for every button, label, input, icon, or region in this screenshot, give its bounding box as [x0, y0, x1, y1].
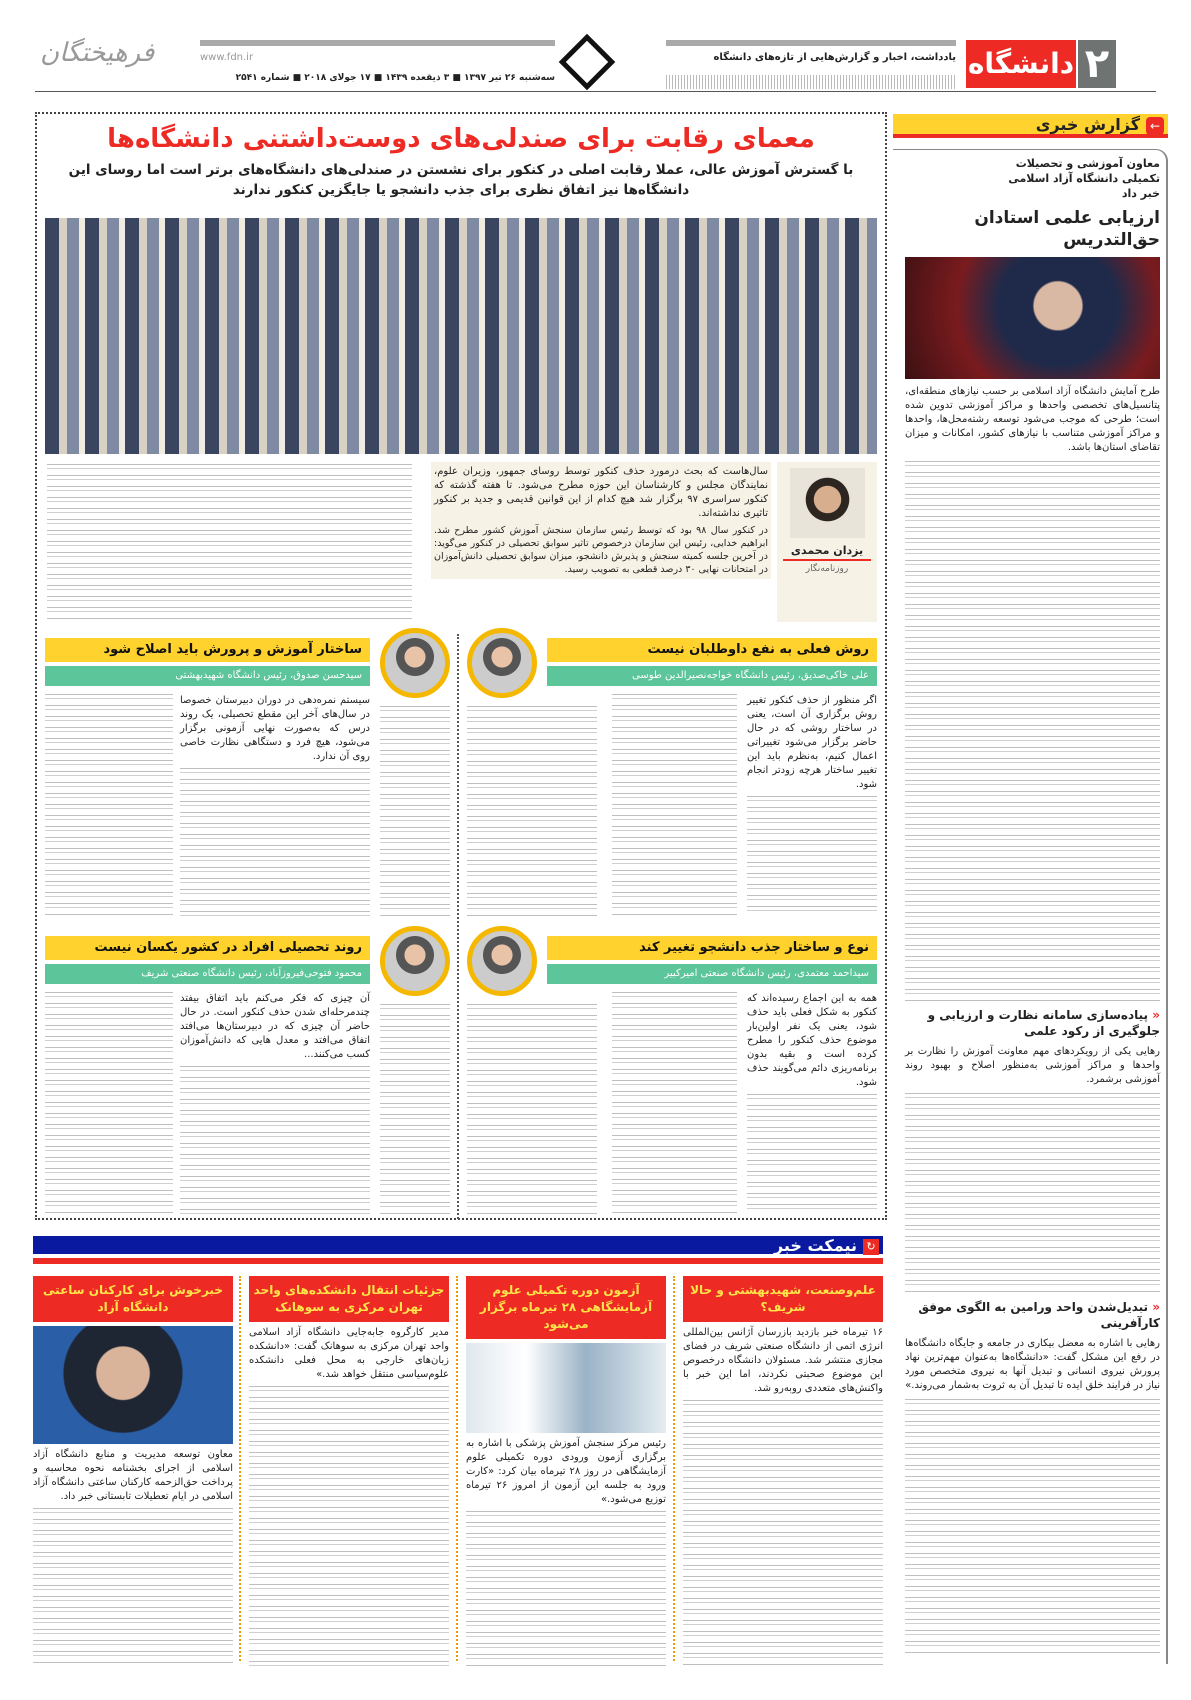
- subhead-1: « پیاده‌سازی سامانه نظارت و ارزیابی و جلوگیری از رکود علمی: [927, 1008, 1160, 1038]
- text-column: [45, 992, 173, 1214]
- news-title: جزئیات انتقال دانشکده‌های واحد تهران مرکزی به سوهانک: [249, 1276, 449, 1322]
- author-box: [777, 462, 877, 622]
- intro-block: [431, 462, 771, 579]
- interview-title: ساختار آموزش و پرورش باید اصلاح شود: [45, 638, 370, 662]
- text-lines: [180, 768, 370, 916]
- headline: معمای رقابت برای صندلی‌های دوست‌داشتنی دانشگاه‌ها: [107, 124, 815, 154]
- interview-3: [467, 924, 877, 1214]
- author-role: روزنامه‌نگار: [805, 564, 849, 574]
- news-body: ۱۶ تیرماه خبر بازدید بازرسان آژانس بین‌المللی انرژی اتمی از دانشگاه صنعتی شریف در فضای مجازی منتشر شد. مسئولان دانشگاه درخصوص این موضوع صحبتی نکردند، اما این خبر با واکنش‌های متعددی روبه‌رو شد.: [683, 1327, 883, 1394]
- interview-body: اگر منظور از حذف کنکور تغییر روش برگزاری آن است، یعنی در ساختار روشی که در حال حاضر برگزار می‌شود تغییراتی اعمال کنیم، به‌نظرم باید این تغییر ساختار هرچه زودتر انجام شود.: [747, 695, 877, 790]
- refresh-icon: ↻: [863, 1239, 879, 1255]
- interviewee-photo: [380, 628, 450, 698]
- subhead-2: « تبدیل‌شدن واحد ورامین به الگوی موفق کارآفرینی: [918, 1300, 1160, 1330]
- date-line: سه‌شنبه ۲۶ تیر ۱۳۹۷ ■ ۳ ذیقعده ۱۴۳۹ ■ ۱۷ جولای ۲۰۱۸ ■ شماره ۲۵۴۱: [235, 73, 555, 83]
- interview-body: همه به این اجماع رسیده‌اند که کنکور به شکل فعلی باید حذف شود، یعنی یک نفر اولین‌بار موضوع حذف کنکور را مطرح کرده است و بقیه بدون برنامه‌ریزی دائم می‌گویند حذف شود.: [747, 993, 877, 1088]
- sidebar-body-3: رهایی با اشاره به معضل بیکاری در جامعه و جایگاه دانشگاه‌ها در رفع این مشکل گفت: «دانشگاه‌ها به‌عنوان مهم‌ترین نهاد پرورش نیروی انسانی و تبدیل آنها به نیروی متخصص مورد نیاز در فرایند خلق ایده تا تبدیل آن به ثروت به‌شمار می‌روند.»: [905, 1338, 1160, 1391]
- double-chevron-icon: «: [1152, 1008, 1160, 1022]
- section-label: گزارش خبری: [1035, 115, 1140, 134]
- text-column: [45, 694, 173, 916]
- text-lines: [747, 796, 877, 916]
- intro-text: سال‌هاست که بحث درمورد حذف کنکور توسط روسای جمهور، وزیران علوم، نمایندگان مجلس و کارشناسان این حوزه مطرح می‌شود. تا هفته گذشته که کنکور سراسری ۹۷ برگزار شد هیچ کدام از این قوانین قدیمی و جدید بر کنکور تاثیری نداشته‌اند.: [434, 466, 769, 519]
- text-column: [905, 1093, 1160, 1293]
- rule: [200, 40, 555, 46]
- interview-1: [467, 626, 877, 916]
- rule: [35, 91, 1156, 92]
- news-title: آزمون دوره تکمیلی علوم آزمایشگاهی ۲۸ تیرماه برگزار می‌شود: [466, 1276, 666, 1339]
- section-label: نیمکت خبر: [773, 1236, 857, 1255]
- interview-2: [45, 626, 450, 916]
- logo-emblem: [559, 34, 616, 91]
- speaker-photo: [905, 257, 1160, 379]
- news-bench-section: [33, 1236, 883, 1666]
- text-column: [380, 1004, 450, 1214]
- kicker: معاون آموزشی و تحصیلات تکمیلی دانشگاه آزاد اسلامی خبر داد: [1008, 157, 1160, 200]
- section-header: [893, 114, 1168, 138]
- news-body: معاون توسعه مدیریت و منابع دانشگاه آزاد اسلامی از اجرای بخشنامه نحوه محاسبه و پرداخت حق‌الزحمه کارکنان ساعتی دانشگاه آزاد اسلامی در ایام تعطیلات تابستانی خبر داد.: [33, 1449, 233, 1502]
- interviewee-photo: [467, 926, 537, 996]
- interviewee: سیداحمد معتمدی، رئیس دانشگاه صنعتی امیرکبیر: [547, 964, 877, 984]
- main-article: [35, 112, 887, 1220]
- interviewee: محمود فتوحی‌فیروزآباد، رئیس دانشگاه صنعتی شریف: [45, 964, 370, 984]
- text-column: [249, 1386, 449, 1666]
- text-column: [683, 1400, 883, 1666]
- author-name: یزدان محمدی: [783, 544, 871, 561]
- interview-title: نوع و ساختار جذب دانشجو تغییر کند: [547, 936, 877, 960]
- sidebar-headline: ارزیابی علمی استادان حق‌التدریس: [974, 208, 1160, 250]
- section-title: دانشگاه: [966, 40, 1076, 88]
- text-column: [467, 706, 597, 916]
- interview-4: [45, 924, 450, 1214]
- text-column: [180, 992, 370, 1214]
- divider: [239, 1276, 241, 1661]
- arrow-circle-icon: ←: [1146, 117, 1164, 135]
- text-column: [612, 992, 737, 1214]
- news-body: مدیر کارگروه جابه‌جایی دانشگاه آزاد اسلامی واحد تهران مرکزی به سوهانک گفت: «دانشکده زبان‌های خارجی به محل فعلی دانشکده علوم‌سیاسی منتقل خواهد شد.»: [249, 1327, 449, 1380]
- news-report-sidebar: [893, 114, 1168, 1664]
- interview-body: آن چیزی که فکر می‌کنم باید اتفاق بیفتد چندمرحله‌ای شدن حذف کنکور است. در حال حاضر آن چیزی که در دبیرستان‌ها می‌افتد اتفاق می‌افتد و معدل هایی که دانش‌آموزان کسب می‌کنند...: [180, 993, 370, 1060]
- divider: [456, 1276, 458, 1661]
- text-lines: [180, 1066, 370, 1214]
- website: www.fdn.ir: [200, 52, 254, 63]
- newspaper-logo: فرهیختگان: [40, 38, 155, 68]
- tagline: یادداشت، اخبار و گزارش‌هایی از تازه‌های دانشگاه: [713, 52, 956, 63]
- text-column: [466, 1511, 666, 1666]
- news-title: خبرخوش برای کارکنان ساعتی دانشگاه آزاد: [33, 1276, 233, 1322]
- author-photo: [790, 468, 865, 538]
- interviewee-photo: [467, 628, 537, 698]
- news-item-1: [683, 1276, 883, 1666]
- interviewee-photo: [380, 926, 450, 996]
- news-item-4: [33, 1276, 233, 1666]
- sidebar-body-1: طرح آمایش دانشگاه آزاد اسلامی بر حسب نیازهای منطقه‌ای، پتانسیل‌های تخصصی واحدها و مراکز آموزشی تدوین شده است؛ طرحی که موجب می‌شود توسعه رشته‌محل‌ها، واحدها و مراکز آموزشی متناسب با نیازهای کشور، امکانات و میزان تقاضای استان‌ها باشد.: [905, 386, 1160, 453]
- divider: [457, 634, 459, 1219]
- text-column: [612, 694, 737, 916]
- section-header: [33, 1236, 883, 1258]
- news-item-2: [466, 1276, 666, 1666]
- news-title: علم‌وصنعت، شهیدبهشتی و حالا شریف؟: [683, 1276, 883, 1322]
- rule: [666, 40, 956, 46]
- intro-text-2: در کنکور سال ۹۸ بود که توسط رئیس سازمان سنجش آموزش کشور مطرح شد. ابراهیم خدایی، رئیس این سازمان درخصوص تاثیر سوابق تحصیلی در کنکور می‌گوید: در آخرین جلسه کمیته سنجش و پذیرش دانشجو، میزان سوابق تحصیلی دانش‌آموزان در امتحانات نهایی ۳۰ درصد قطعی به تصویب رسید.: [434, 525, 769, 575]
- page-number: ۲: [1078, 40, 1116, 88]
- official-photo: [33, 1326, 233, 1444]
- sidebar-body-2: رهایی یکی از رویکردهای مهم معاونت آموزش را نظارت بر واحدها و مراکز آموزشی به‌منظور اصلاح و بهبود روند آموزشی برشمرد.: [905, 1046, 1160, 1085]
- masthead: [0, 30, 1191, 108]
- double-chevron-icon: «: [1152, 1300, 1160, 1314]
- rule: [666, 75, 956, 89]
- sidebar-content: [905, 156, 1160, 1656]
- text-column: [380, 706, 450, 916]
- article-columns: [47, 464, 412, 619]
- text-column: [905, 461, 1160, 1001]
- text-column: [180, 694, 370, 916]
- text-column: [905, 1399, 1160, 1656]
- text-column: [33, 1508, 233, 1666]
- exam-hall-photo: [45, 218, 877, 454]
- interviewee: سیدحسن صدوق، رئیس دانشگاه شهیدبهشتی: [45, 666, 370, 686]
- interview-body: سیستم نمره‌دهی در دوران دبیرستان خصوصا در سال‌های آخر این مقطع تحصیلی، یک روند درس که به‌صورت نهایی آزمونی برگزار می‌شود، هیچ فرد و دستگاهی نظارت خاصی روی آن ندارد.: [180, 695, 370, 762]
- interviewee: علی خاکی‌صدیق، رئیس دانشگاه خواجه‌نصیرالدین طوسی: [547, 666, 877, 686]
- news-item-3: [249, 1276, 449, 1666]
- text-column: [467, 1004, 597, 1214]
- interview-title: روند تحصیلی افراد در کشور یکسان نیست: [45, 936, 370, 960]
- lab-photo: [466, 1343, 666, 1433]
- deck: با گسترش آموزش عالی، عملا رقابت اصلی در کنکور برای نشستن در صندلی‌های دانشگاه‌های برتر است اما روسای این دانشگاه‌ها نیز اتفاق نظری برای جذب دانشجو یا جایگزین کنکور ندارند: [68, 162, 854, 198]
- interview-title: روش فعلی به نفع داوطلبان نیست: [547, 638, 877, 662]
- text-lines: [747, 1094, 877, 1214]
- divider: [673, 1276, 675, 1661]
- news-body: رئیس مرکز سنجش آموزش پزشکی با اشاره به برگزاری آزمون ورودی دوره تکمیلی علوم آزمایشگاهی در روز ۲۸ تیرماه بیان کرد: «کارت ورود به جلسه این آزمون از امروز ۲۶ تیرماه توزیع می‌شود.»: [466, 1438, 666, 1505]
- text-column: [747, 992, 877, 1214]
- text-column: [747, 694, 877, 916]
